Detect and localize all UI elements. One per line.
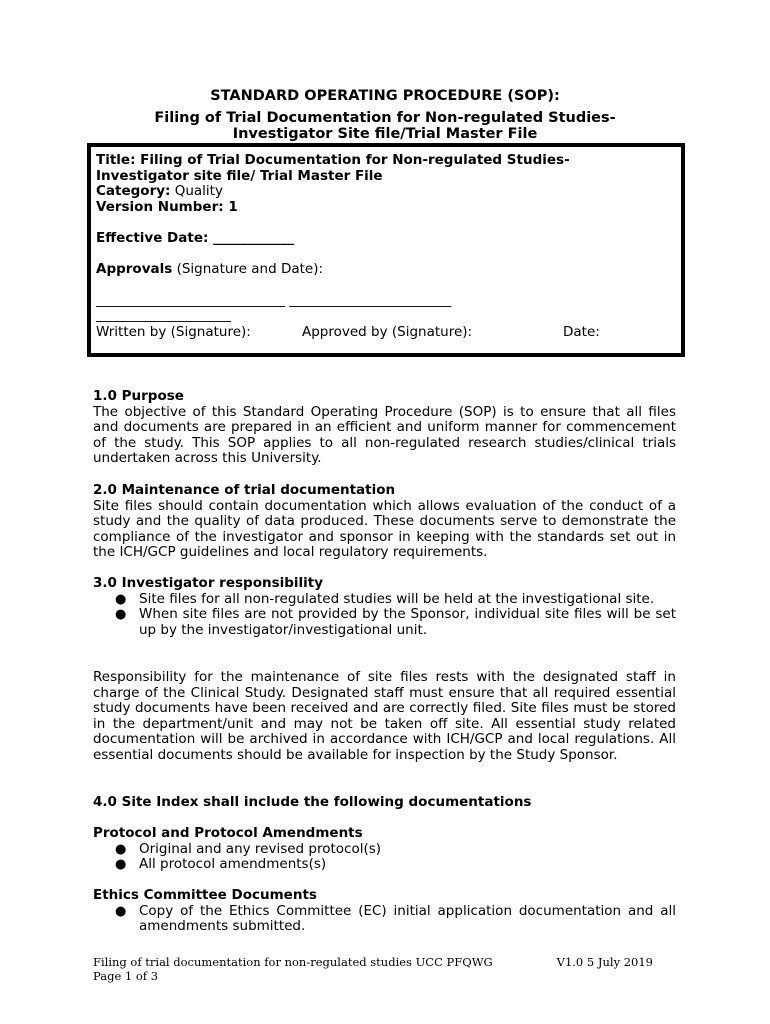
signature-line-1: ____________________________ ________________________ bbox=[96, 292, 452, 308]
info-title-line-1: Title: Filing of Trial Documentation for Non-regulated Studies- bbox=[96, 152, 570, 168]
footer-version: V1.0 5 July 2019 bbox=[556, 955, 653, 969]
info-version: Version Number: 1 bbox=[96, 199, 238, 215]
sop-heading: STANDARD OPERATING PROCEDURE (SOP): bbox=[210, 88, 560, 104]
page-footer bbox=[93, 955, 653, 983]
info-category bbox=[96, 183, 223, 199]
date-label: Date: bbox=[563, 324, 600, 340]
bullet-list bbox=[93, 842, 676, 873]
section-body: The objective of this Standard Operating Procedure (SOP) is to ensure that all files and documents are prepared in an efficient and uniform manner for commencement of the study. This SOP applies to all non-regulated research studies/clinical trials undertaken across this University. bbox=[93, 403, 676, 467]
approvals-note: (Signature and Date): bbox=[176, 261, 324, 277]
bullet-icon: ● bbox=[115, 607, 127, 623]
section-responsibility-body: Responsibility for the maintenance of site files rests with the designated staff in charge of the Clinical Study. Designated staff must ensure that all required essential study documents have been received and are correctly filed. Site files must be stored in the department/unit and may not be taken off site. All essential study related documentation will be archived in accordance with ICH/GCP and local regulations. All essential documents should be available for inspection by the Study Sponsor. bbox=[93, 669, 676, 763]
info-approvals bbox=[96, 261, 323, 277]
section-body: Site files should contain documentation which allows evaluation of the conduct of a study and the quality of data produced. These documents serve to demonstrate the compliance of the investigator and sponsor in keeping with the standards set out in the ICH/GCP guidelines and local regulatory requirements. bbox=[93, 497, 676, 561]
section-heading: 2.0 Maintenance of trial documentation bbox=[93, 482, 396, 498]
category-value: Quality bbox=[174, 183, 223, 199]
bullet-list bbox=[93, 592, 676, 639]
section-site-index-heading: 4.0 Site Index shall include the following documentations bbox=[93, 794, 532, 810]
section-heading: 1.0 Purpose bbox=[93, 388, 184, 404]
sop-title-line-1: Filing of Trial Documentation for Non-regulated Studies- bbox=[154, 110, 616, 126]
bullet-icon: ● bbox=[115, 841, 127, 857]
list-item: ● Original and any revised protocol(s) bbox=[115, 840, 382, 857]
info-title-line-2: Investigator site file/ Trial Master File bbox=[96, 168, 383, 184]
approved-by-label: Approved by (Signature): bbox=[302, 324, 473, 340]
section-purpose bbox=[93, 389, 676, 467]
list-item: ● Site files for all non-regulated studies will be held at the investigational site. bbox=[115, 590, 655, 607]
bullet-icon: ● bbox=[115, 857, 127, 873]
approvals-label: Approvals bbox=[96, 261, 173, 277]
footer-doc-title: Filing of trial documentation for non-regulated studies UCC PFQWG bbox=[93, 955, 493, 969]
subsection-ethics bbox=[93, 888, 676, 935]
bullet-icon: ● bbox=[115, 591, 127, 607]
subsection-protocol bbox=[93, 826, 676, 873]
section-maintenance bbox=[93, 483, 676, 561]
list-item: ● Copy of the Ethics Committee (EC) initial application documentation and all amendments submitted. bbox=[115, 902, 676, 935]
written-by-label: Written by (Signature): bbox=[96, 324, 251, 340]
list-item: ● All protocol amendments(s) bbox=[115, 856, 327, 873]
section-heading: 3.0 Investigator responsibility bbox=[93, 575, 324, 591]
signature-line-2: ____________________ bbox=[96, 307, 231, 323]
bullet-list bbox=[93, 904, 676, 935]
list-item: ● When site files are not provided by the Sponsor, individual site files will be set up by the investigator/investigational unit. bbox=[115, 606, 676, 638]
sop-info-box bbox=[87, 143, 685, 357]
bullet-icon: ● bbox=[115, 903, 127, 919]
footer-page-number: Page 1 of 3 bbox=[93, 969, 159, 983]
sop-title-line-2: Investigator Site file/Trial Master File bbox=[232, 126, 538, 142]
subsection-heading: Protocol and Protocol Amendments bbox=[93, 825, 363, 841]
subsection-heading: Ethics Committee Documents bbox=[93, 887, 317, 903]
category-label: Category: bbox=[96, 183, 171, 199]
info-effective-date: Effective Date: ____________ bbox=[96, 230, 295, 246]
section-investigator-responsibility bbox=[93, 576, 676, 638]
